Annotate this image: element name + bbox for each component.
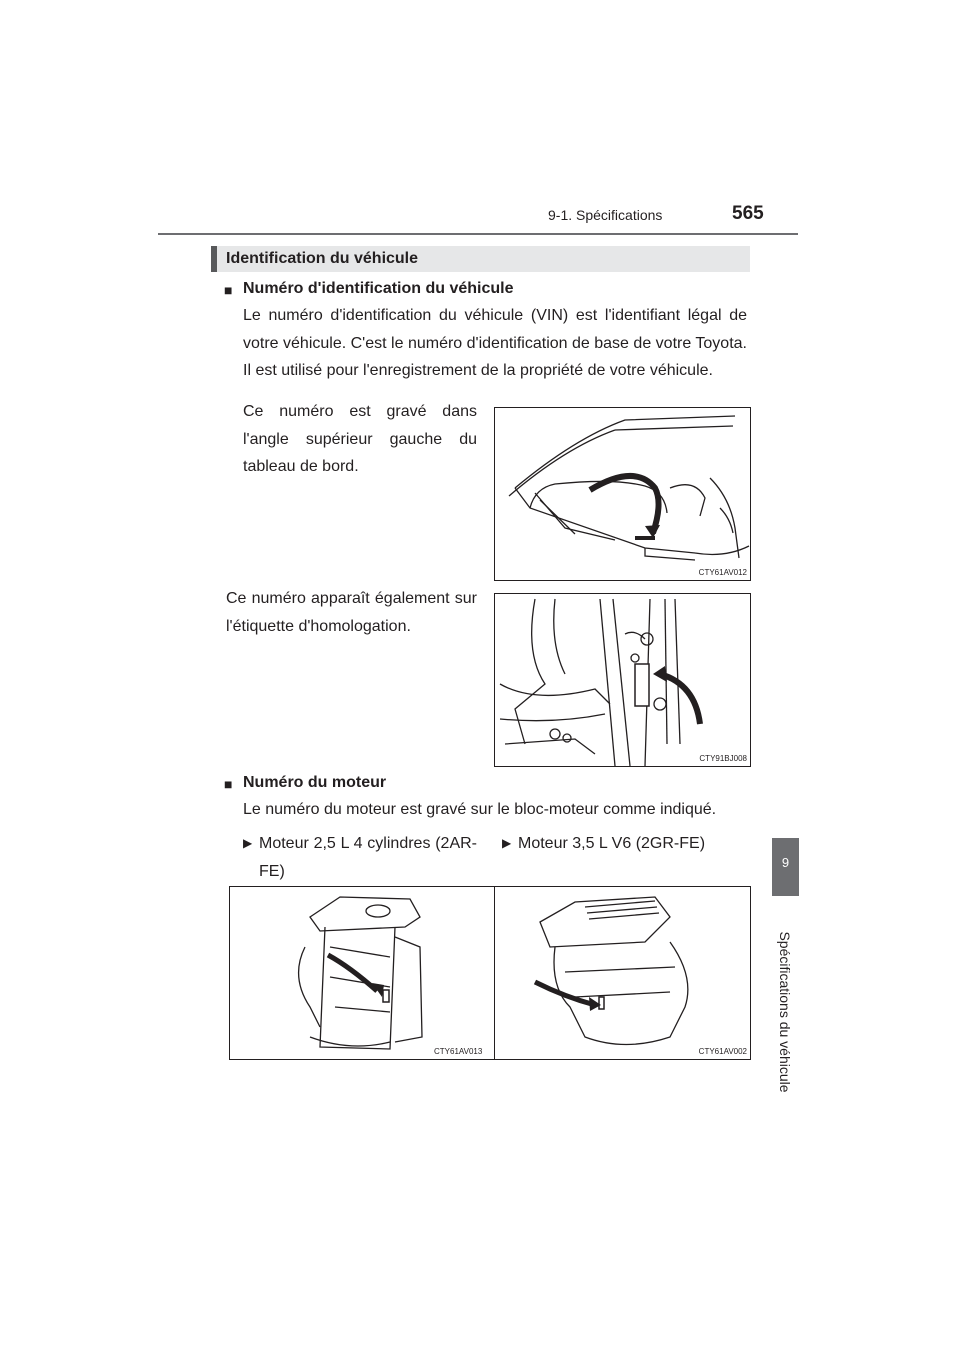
- engine-4cyl-illustration: [230, 887, 494, 1059]
- header-section: 9-1. Spécifications: [548, 207, 663, 223]
- page-number: 565: [732, 203, 764, 224]
- vin-location-label: Ce numéro apparaît également sur l'étiquette d'homologation.: [226, 590, 477, 635]
- engine-left-label: Moteur 2,5 L 4 cylindres (2AR-FE): [259, 835, 477, 880]
- square-bullet-icon: ■: [224, 282, 233, 298]
- vin-paragraph: Le numéro d'identification du véhicule (VIN) est l'identifiant légal de votre véhicule. C'est le numéro d'identification de base de votre Toyota. Il est utilisé pour l'enregistrement de la propriété de votre véhicule.: [243, 307, 747, 379]
- vin-heading: Numéro d'identification du véhicule: [243, 280, 514, 297]
- square-bullet-icon: ■: [224, 776, 233, 792]
- section-title-accent: [211, 246, 217, 272]
- header-rule: [158, 233, 798, 235]
- engine-paragraph: Le numéro du moteur est gravé sur le bloc-moteur comme indiqué.: [243, 801, 717, 818]
- engine-v6-illustration: [495, 887, 750, 1059]
- chapter-number: 9: [781, 855, 790, 870]
- windshield-illustration: [495, 408, 750, 580]
- engine-figures: [229, 886, 751, 1060]
- triangle-bullet-icon: ▶: [502, 836, 512, 850]
- chapter-label: Spécifications du véhicule: [777, 931, 793, 1093]
- figure-code: CTY61AV013: [434, 1047, 483, 1056]
- vin-dashboard-figure: [494, 407, 751, 581]
- engine-right-label: Moteur 3,5 L V6 (2GR-FE): [518, 835, 706, 852]
- figure-code: CTY91BJ008: [699, 754, 747, 763]
- vin-label-figure: [494, 593, 751, 767]
- figure-code: CTY61AV012: [698, 568, 747, 577]
- figure-code: CTY61AV002: [698, 1047, 747, 1056]
- triangle-bullet-icon: ▶: [243, 836, 253, 850]
- section-title: Identification du véhicule: [226, 250, 419, 267]
- vin-location-dashboard: Ce numéro est gravé dans l'angle supérieur gauche du tableau de bord.: [243, 403, 477, 475]
- engine-heading: Numéro du moteur: [243, 774, 387, 791]
- door-pillar-illustration: [495, 594, 750, 766]
